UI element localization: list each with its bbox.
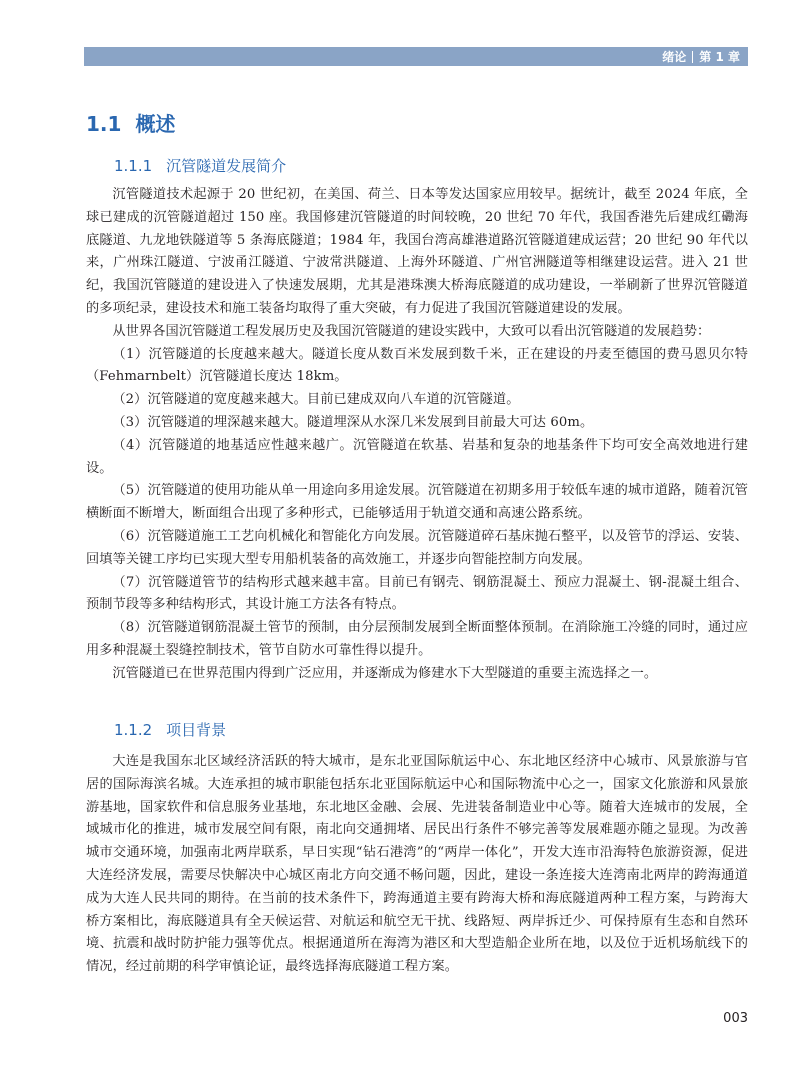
subsection-1-body xyxy=(86,184,748,686)
subsection-heading-2 xyxy=(114,719,226,740)
list-item: （1）沉管隧道的长度越来越大。隧道长度从数百米发展到数千米，正在建设的丹麦至德国的费马恩贝尔特（Fehmarnbelt）沉管隧道长度达 18km。 xyxy=(86,346,748,385)
subsection-title: 项目背景 xyxy=(166,721,227,739)
list-item: （7）沉管隧道管节的结构形式越来越丰富。目前已有钢壳、钢筋混凝土、预应力混凝土、钢-混凝土组合、预制节段等多种结构形式，其设计施工方法各有特点。 xyxy=(86,574,748,613)
subsection-2-body xyxy=(86,751,748,979)
chapter-title: 绪论 xyxy=(662,50,687,64)
subsection-title: 沉管隧道发展简介 xyxy=(166,157,287,175)
section-heading xyxy=(86,108,175,137)
subsection-heading-1 xyxy=(114,155,286,176)
running-header xyxy=(84,47,748,66)
paragraph: 从世界各国沉管隧道工程发展历史及我国沉管隧道的建设实践中，大致可以看出沉管隧道的发展趋势： xyxy=(112,323,711,339)
header-divider xyxy=(692,51,693,63)
subsection-number: 1.1.2 xyxy=(114,721,153,739)
list-item: （8）沉管隧道钢筋混凝土管节的预制，由分层预制发展到全断面整体预制。在消除施工冷缝的同时，通过应用多种混凝土裂缝控制技术，管节自防水可靠性得以提升。 xyxy=(86,620,748,658)
page-number: 003 xyxy=(723,1011,748,1026)
paragraph: 沉管隧道已在世界范围内得到广泛应用，并逐渐成为修建水下大型隧道的重要主流选择之一。 xyxy=(112,665,658,681)
chapter-label: 第 1 章 xyxy=(699,50,740,64)
section-title: 概述 xyxy=(135,112,176,136)
list-item: （5）沉管隧道的使用功能从单一用途向多用途发展。沉管隧道在初期多用于较低车速的城市道路，随着沉管横断面不断增大，断面组合出现了多种形式，已能够适用于轨道交通和高速公路系统。 xyxy=(86,483,748,522)
section-number: 1.1 xyxy=(86,112,122,136)
paragraph: 沉管隧道技术起源于 20 世纪初，在美国、荷兰、日本等发达国家应用较早。据统计，截至 2024 年底，全球已建成的沉管隧道超过 150 座。我国修建沉管隧道的时间较晚，20 世纪 70 年代，我国香港先后建成红磡海底隧道、九龙地铁隧道等 5 条海底隧道；1984 年，我国台湾高雄港道路沉管隧道建成运营；20 世纪 90 年代以来，广州珠江隧道、宁波甬江隧道、宁波常洪隧道、上海外环隧道、广州官洲隧道等相继建设运营。进入 21 世纪，我国沉管隧道的建设进入了快速发展期，尤其是港珠澳大桥海底隧道的成功建设，一举刷新了世界沉管隧道的多项纪录，建设技术和施工装备均取得了重大突破，有力促进了我国沉管隧道建设的发展。 xyxy=(86,187,748,316)
subsection-number: 1.1.1 xyxy=(114,157,153,175)
list-item: （6）沉管隧道施工工艺向机械化和智能化方向发展。沉管隧道碎石基床抛石整平，以及管节的浮运、安装、回填等关键工序均已实现大型专用船机装备的高效施工，并逐步向智能控制方向发展。 xyxy=(86,528,748,567)
list-item: （3）沉管隧道的埋深越来越大。隧道埋深从水深几米发展到目前最大可达 60m。 xyxy=(112,414,594,430)
list-item: （4）沉管隧道的地基适应性越来越广。沉管隧道在软基、岩基和复杂的地基条件下均可安全高效地进行建设。 xyxy=(86,437,748,476)
list-item: （2）沉管隧道的宽度越来越大。目前已建成双向八车道的沉管隧道。 xyxy=(112,392,520,408)
paragraph: 大连是我国东北区域经济活跃的特大城市，是东北亚国际航运中心、东北地区经济中心城市、风景旅游与官居的国际海滨名城。大连承担的城市职能包括东北亚国际航运中心和国际物流中心之一，国家文化旅游和风景旅游基地，国家软件和信息服务业基地，东北地区金融、会展、先进装备制造业中心等。随着大连城市的发展，全域城市化的推进，城市发展空间有限，南北向交通拥堵、居民出行条件不够完善等发展难题亦随之显现。为改善城市交通环境，加强南北两岸联系，早日实现“钻石港湾”的“两岸一体化”，开发大连市沿海特色旅游资源，促进大连经济发展，需要尽快解决中心城区南北方向交通不畅问题，因此，建设一条连接大连湾南北两岸的跨海通道成为大连人民共同的期待。在当前的技术条件下，跨海通道主要有跨海大桥和海底隧道两种工程方案，与跨海大桥方案相比，海底隧道具有全天候运营、对航运和航空无干扰、线路短、两岸拆迁少、可保持原有生态和自然环境、抗震和战时防护能力强等优点。根据通道所在海湾为港区和大型造船企业所在地，以及位于近机场航线下的情况，经过前期的科学审慎论证，最终选择海底隧道工程方案。 xyxy=(86,754,748,975)
